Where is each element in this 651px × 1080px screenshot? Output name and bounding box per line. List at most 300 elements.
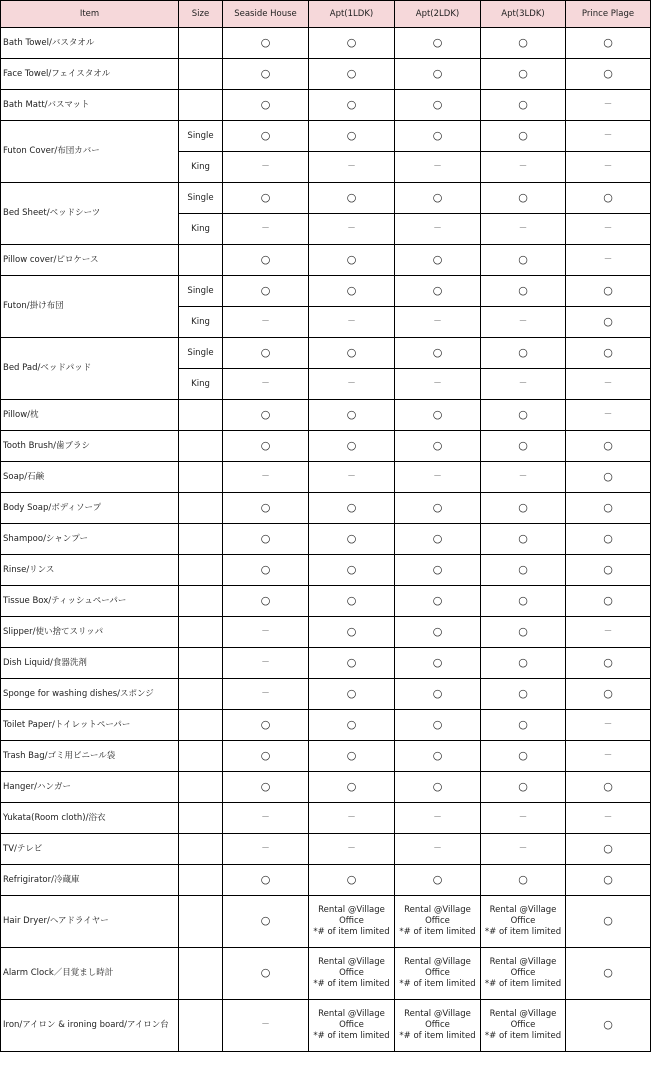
value-cell [481, 338, 566, 369]
value-cell [481, 307, 566, 338]
header-size: Size [179, 1, 223, 28]
table-row [1, 400, 651, 431]
rental-cell [309, 896, 395, 948]
item-cell: Iron/アイロン & ironing board/アイロン台 [1, 1000, 179, 1052]
item-cell: Hanger/ハンガー [1, 772, 179, 803]
item-cell: Bed Sheet/ベッドシーツ [1, 183, 179, 245]
value-cell [395, 648, 481, 679]
value-cell [309, 183, 395, 214]
value-cell [481, 648, 566, 679]
rental-line: Office [425, 1020, 450, 1030]
item-cell: Toilet Paper/トイレットペーパー [1, 710, 179, 741]
unavailable-mark: － [518, 471, 528, 482]
value-cell [481, 431, 566, 462]
item-cell: Sponge for washing dishes/スポンジ [1, 679, 179, 710]
size-cell [179, 896, 223, 948]
available-mark: ○ [603, 35, 613, 49]
available-mark: ○ [518, 283, 528, 297]
available-mark: ○ [518, 624, 528, 638]
value-cell [223, 152, 309, 183]
item-cell: Bath Towel/バスタオル [1, 28, 179, 59]
size-cell [179, 586, 223, 617]
table-row [1, 28, 651, 59]
rental-line: *# of item limited [484, 1031, 562, 1041]
value-cell [309, 245, 395, 276]
unavailable-mark: － [261, 688, 270, 699]
table-row [1, 772, 651, 803]
value-cell [223, 338, 309, 369]
size-cell [179, 679, 223, 710]
rental-cell [395, 948, 481, 1000]
value-cell [223, 431, 309, 462]
available-mark: ○ [260, 35, 271, 49]
value-cell [223, 276, 309, 307]
rental-line: Office [339, 1020, 364, 1030]
available-mark: ○ [603, 779, 613, 793]
value-cell [481, 772, 566, 803]
available-mark: ○ [432, 531, 443, 545]
available-mark: ○ [260, 438, 271, 452]
available-mark: ○ [260, 190, 271, 204]
available-mark: ○ [518, 66, 528, 80]
value-cell [566, 710, 651, 741]
size-cell [179, 1000, 223, 1052]
value-cell [481, 152, 566, 183]
value-cell [309, 648, 395, 679]
available-mark: ○ [346, 66, 357, 80]
table-row [1, 524, 651, 555]
unavailable-mark: － [603, 254, 613, 265]
value-cell [481, 741, 566, 772]
unavailable-mark: － [518, 378, 528, 389]
available-mark: ○ [432, 655, 443, 669]
value-cell [566, 338, 651, 369]
value-cell [395, 245, 481, 276]
value-cell [223, 948, 309, 1000]
rental-line: Rental @Village [318, 957, 385, 967]
value-cell [566, 431, 651, 462]
value-cell [223, 493, 309, 524]
table-row [1, 183, 651, 214]
unavailable-mark: － [261, 378, 270, 389]
value-cell [309, 276, 395, 307]
item-cell: Yukata(Room cloth)/浴衣 [1, 803, 179, 834]
available-mark: ○ [603, 345, 613, 359]
value-cell [566, 617, 651, 648]
available-mark: ○ [432, 686, 443, 700]
value-cell [309, 121, 395, 152]
available-mark: ○ [346, 593, 357, 607]
rental-line: Rental @Village [318, 1009, 385, 1019]
available-mark: ○ [603, 283, 613, 297]
value-cell [309, 710, 395, 741]
size-cell [179, 834, 223, 865]
unavailable-mark: － [347, 316, 356, 327]
available-mark: ○ [260, 872, 271, 886]
size-cell: Single [179, 121, 223, 152]
value-cell [566, 369, 651, 400]
value-cell [309, 555, 395, 586]
unavailable-mark: － [518, 843, 528, 854]
value-cell [223, 1000, 309, 1052]
rental-line: Office [510, 916, 536, 926]
value-cell [566, 152, 651, 183]
header-seaside-house: Seaside House [223, 1, 309, 28]
value-cell [309, 431, 395, 462]
rental-line: Rental @Village [489, 905, 557, 915]
available-mark: ○ [346, 438, 357, 452]
value-cell [223, 59, 309, 90]
rental-line: *# of item limited [399, 1031, 476, 1041]
table-row [1, 121, 651, 152]
value-cell [566, 948, 651, 1000]
item-cell: Bed Pad/ベッドパッド [1, 338, 179, 400]
item-cell: Face Towel/フェイスタオル [1, 59, 179, 90]
unavailable-mark: － [603, 223, 613, 234]
value-cell [481, 90, 566, 121]
value-cell [566, 400, 651, 431]
unavailable-mark: － [518, 316, 528, 327]
value-cell [395, 121, 481, 152]
value-cell [395, 431, 481, 462]
available-mark: ○ [518, 717, 528, 731]
table-row [1, 834, 651, 865]
value-cell [395, 741, 481, 772]
unavailable-mark: － [347, 812, 356, 823]
rental-line: Office [425, 968, 450, 978]
table-row [1, 617, 651, 648]
size-cell [179, 90, 223, 121]
size-cell [179, 462, 223, 493]
value-cell [223, 834, 309, 865]
table-body [1, 28, 651, 1052]
value-cell [309, 493, 395, 524]
available-mark: ○ [603, 190, 613, 204]
available-mark: ○ [432, 748, 443, 762]
item-cell: Refrigirator/冷蔵庫 [1, 865, 179, 896]
value-cell [481, 524, 566, 555]
available-mark: ○ [346, 190, 357, 204]
available-mark: ○ [603, 966, 613, 979]
value-cell [223, 121, 309, 152]
value-cell [566, 214, 651, 245]
available-mark: ○ [603, 438, 613, 452]
value-cell [566, 493, 651, 524]
value-cell [309, 524, 395, 555]
value-cell [395, 400, 481, 431]
available-mark: ○ [432, 717, 443, 731]
rental-line: *# of item limited [313, 979, 390, 989]
rental-line: Rental @Village [404, 957, 471, 967]
value-cell [566, 803, 651, 834]
available-mark: ○ [260, 779, 271, 793]
size-cell: King [179, 152, 223, 183]
available-mark: ○ [346, 35, 357, 49]
unavailable-mark: － [261, 626, 270, 637]
available-mark: ○ [432, 593, 443, 607]
value-cell [309, 803, 395, 834]
size-cell [179, 648, 223, 679]
value-cell [481, 679, 566, 710]
available-mark: ○ [346, 655, 357, 669]
available-mark: ○ [518, 562, 528, 576]
value-cell [566, 183, 651, 214]
size-cell: King [179, 369, 223, 400]
value-cell [223, 741, 309, 772]
value-cell [223, 555, 309, 586]
unavailable-mark: － [433, 316, 442, 327]
value-cell [481, 710, 566, 741]
value-cell [481, 121, 566, 152]
value-cell [309, 617, 395, 648]
value-cell [223, 617, 309, 648]
value-cell [566, 865, 651, 896]
item-cell: Tissue Box/ティッシュペーパー [1, 586, 179, 617]
value-cell [309, 214, 395, 245]
value-cell [395, 183, 481, 214]
rental-line: Office [425, 916, 450, 926]
available-mark: ○ [432, 500, 443, 514]
available-mark: ○ [346, 407, 357, 421]
size-cell [179, 555, 223, 586]
value-cell [566, 28, 651, 59]
available-mark: ○ [260, 914, 271, 927]
unavailable-mark: － [603, 812, 613, 823]
value-cell [481, 462, 566, 493]
header-apt-2ldk: Apt(2LDK) [395, 1, 481, 28]
available-mark: ○ [518, 35, 528, 49]
unavailable-mark: － [347, 161, 356, 172]
available-mark: ○ [518, 748, 528, 762]
size-cell [179, 28, 223, 59]
size-cell: Single [179, 183, 223, 214]
value-cell [395, 834, 481, 865]
rental-line: Rental @Village [404, 1009, 471, 1019]
available-mark: ○ [518, 686, 528, 700]
available-mark: ○ [518, 128, 528, 142]
unavailable-mark: － [518, 161, 528, 172]
value-cell [309, 834, 395, 865]
rental-line: Office [510, 968, 536, 978]
available-mark: ○ [346, 128, 357, 142]
value-cell [395, 772, 481, 803]
value-cell [309, 59, 395, 90]
size-cell [179, 617, 223, 648]
value-cell [395, 59, 481, 90]
value-cell [223, 369, 309, 400]
item-cell: Alarm Clock／目覚まし時計 [1, 948, 179, 1000]
header-apt-1ldk: Apt(1LDK) [309, 1, 395, 28]
size-cell [179, 741, 223, 772]
unavailable-mark: － [603, 750, 613, 761]
value-cell [395, 617, 481, 648]
item-cell: Bath Matt/バスマット [1, 90, 179, 121]
available-mark: ○ [346, 624, 357, 638]
table-row [1, 679, 651, 710]
value-cell [309, 679, 395, 710]
value-cell [395, 710, 481, 741]
unavailable-mark: － [433, 223, 442, 234]
unavailable-mark: － [347, 378, 356, 389]
rental-line: *# of item limited [313, 927, 390, 937]
size-cell [179, 710, 223, 741]
available-mark: ○ [346, 531, 357, 545]
value-cell [223, 865, 309, 896]
value-cell [395, 679, 481, 710]
available-mark: ○ [346, 872, 357, 886]
available-mark: ○ [346, 252, 357, 266]
rental-line: *# of item limited [484, 927, 562, 937]
size-cell [179, 803, 223, 834]
item-cell: Shampoo/シャンプー [1, 524, 179, 555]
value-cell [481, 214, 566, 245]
unavailable-mark: － [603, 719, 613, 730]
unavailable-mark: － [518, 812, 528, 823]
rental-line: *# of item limited [399, 927, 476, 937]
value-cell [223, 648, 309, 679]
available-mark: ○ [346, 717, 357, 731]
table-row [1, 586, 651, 617]
value-cell [481, 245, 566, 276]
value-cell [309, 90, 395, 121]
unavailable-mark: － [518, 223, 528, 234]
available-mark: ○ [432, 252, 443, 266]
available-mark: ○ [346, 748, 357, 762]
unavailable-mark: － [433, 471, 442, 482]
value-cell [223, 245, 309, 276]
size-cell: King [179, 307, 223, 338]
available-mark: ○ [432, 190, 443, 204]
value-cell [395, 462, 481, 493]
unavailable-mark: － [433, 161, 442, 172]
size-cell [179, 948, 223, 1000]
value-cell [481, 59, 566, 90]
value-cell [566, 741, 651, 772]
value-cell [566, 772, 651, 803]
value-cell [395, 214, 481, 245]
value-cell [566, 1000, 651, 1052]
table-row [1, 555, 651, 586]
value-cell [395, 555, 481, 586]
value-cell [223, 400, 309, 431]
value-cell [566, 524, 651, 555]
table-row [1, 1000, 651, 1052]
available-mark: ○ [518, 655, 528, 669]
available-mark: ○ [603, 686, 613, 700]
available-mark: ○ [603, 914, 613, 927]
value-cell [395, 307, 481, 338]
available-mark: ○ [346, 283, 357, 297]
value-cell [309, 865, 395, 896]
rental-cell [395, 1000, 481, 1052]
value-cell [309, 586, 395, 617]
value-cell [309, 152, 395, 183]
item-cell: Rinse/リンス [1, 555, 179, 586]
table-row [1, 462, 651, 493]
available-mark: ○ [260, 500, 271, 514]
size-cell [179, 59, 223, 90]
value-cell [395, 28, 481, 59]
rental-line: Office [339, 968, 364, 978]
item-cell: Body Soap/ボディソープ [1, 493, 179, 524]
rental-cell [395, 896, 481, 948]
size-cell [179, 400, 223, 431]
available-mark: ○ [432, 562, 443, 576]
available-mark: ○ [260, 345, 271, 359]
unavailable-mark: － [433, 843, 442, 854]
table-row [1, 741, 651, 772]
rental-line: Rental @Village [404, 905, 471, 915]
value-cell [395, 338, 481, 369]
available-mark: ○ [260, 283, 271, 297]
header-item: Item [1, 1, 179, 28]
value-cell [223, 28, 309, 59]
available-mark: ○ [432, 407, 443, 421]
table-row [1, 803, 651, 834]
available-mark: ○ [518, 97, 528, 111]
available-mark: ○ [603, 655, 613, 669]
table-row [1, 710, 651, 741]
item-cell: Pillow/枕 [1, 400, 179, 431]
available-mark: ○ [432, 97, 443, 111]
available-mark: ○ [346, 97, 357, 111]
available-mark: ○ [260, 748, 271, 762]
available-mark: ○ [518, 252, 528, 266]
available-mark: ○ [603, 562, 613, 576]
table-row [1, 59, 651, 90]
value-cell [223, 586, 309, 617]
available-mark: ○ [346, 345, 357, 359]
value-cell [223, 679, 309, 710]
value-cell [481, 369, 566, 400]
value-cell [481, 586, 566, 617]
value-cell [566, 555, 651, 586]
rental-cell [481, 1000, 566, 1052]
value-cell [566, 307, 651, 338]
value-cell [395, 152, 481, 183]
value-cell [566, 276, 651, 307]
available-mark: ○ [260, 562, 271, 576]
rental-cell [309, 948, 395, 1000]
value-cell [566, 648, 651, 679]
size-cell [179, 772, 223, 803]
value-cell [223, 803, 309, 834]
table-row [1, 493, 651, 524]
value-cell [566, 834, 651, 865]
rental-line: *# of item limited [399, 979, 476, 989]
available-mark: ○ [518, 345, 528, 359]
unavailable-mark: － [261, 161, 270, 172]
value-cell [481, 555, 566, 586]
value-cell [566, 90, 651, 121]
value-cell [481, 803, 566, 834]
unavailable-mark: － [261, 316, 270, 327]
rental-line: *# of item limited [313, 1031, 390, 1041]
size-cell: King [179, 214, 223, 245]
value-cell [223, 710, 309, 741]
value-cell [223, 307, 309, 338]
value-cell [223, 183, 309, 214]
available-mark: ○ [518, 872, 528, 886]
rental-line: Office [339, 916, 364, 926]
item-cell: TV/テレビ [1, 834, 179, 865]
available-mark: ○ [432, 438, 443, 452]
available-mark: ○ [432, 624, 443, 638]
available-mark: ○ [603, 314, 613, 328]
value-cell [566, 245, 651, 276]
value-cell [481, 834, 566, 865]
rental-line: Rental @Village [489, 957, 557, 967]
